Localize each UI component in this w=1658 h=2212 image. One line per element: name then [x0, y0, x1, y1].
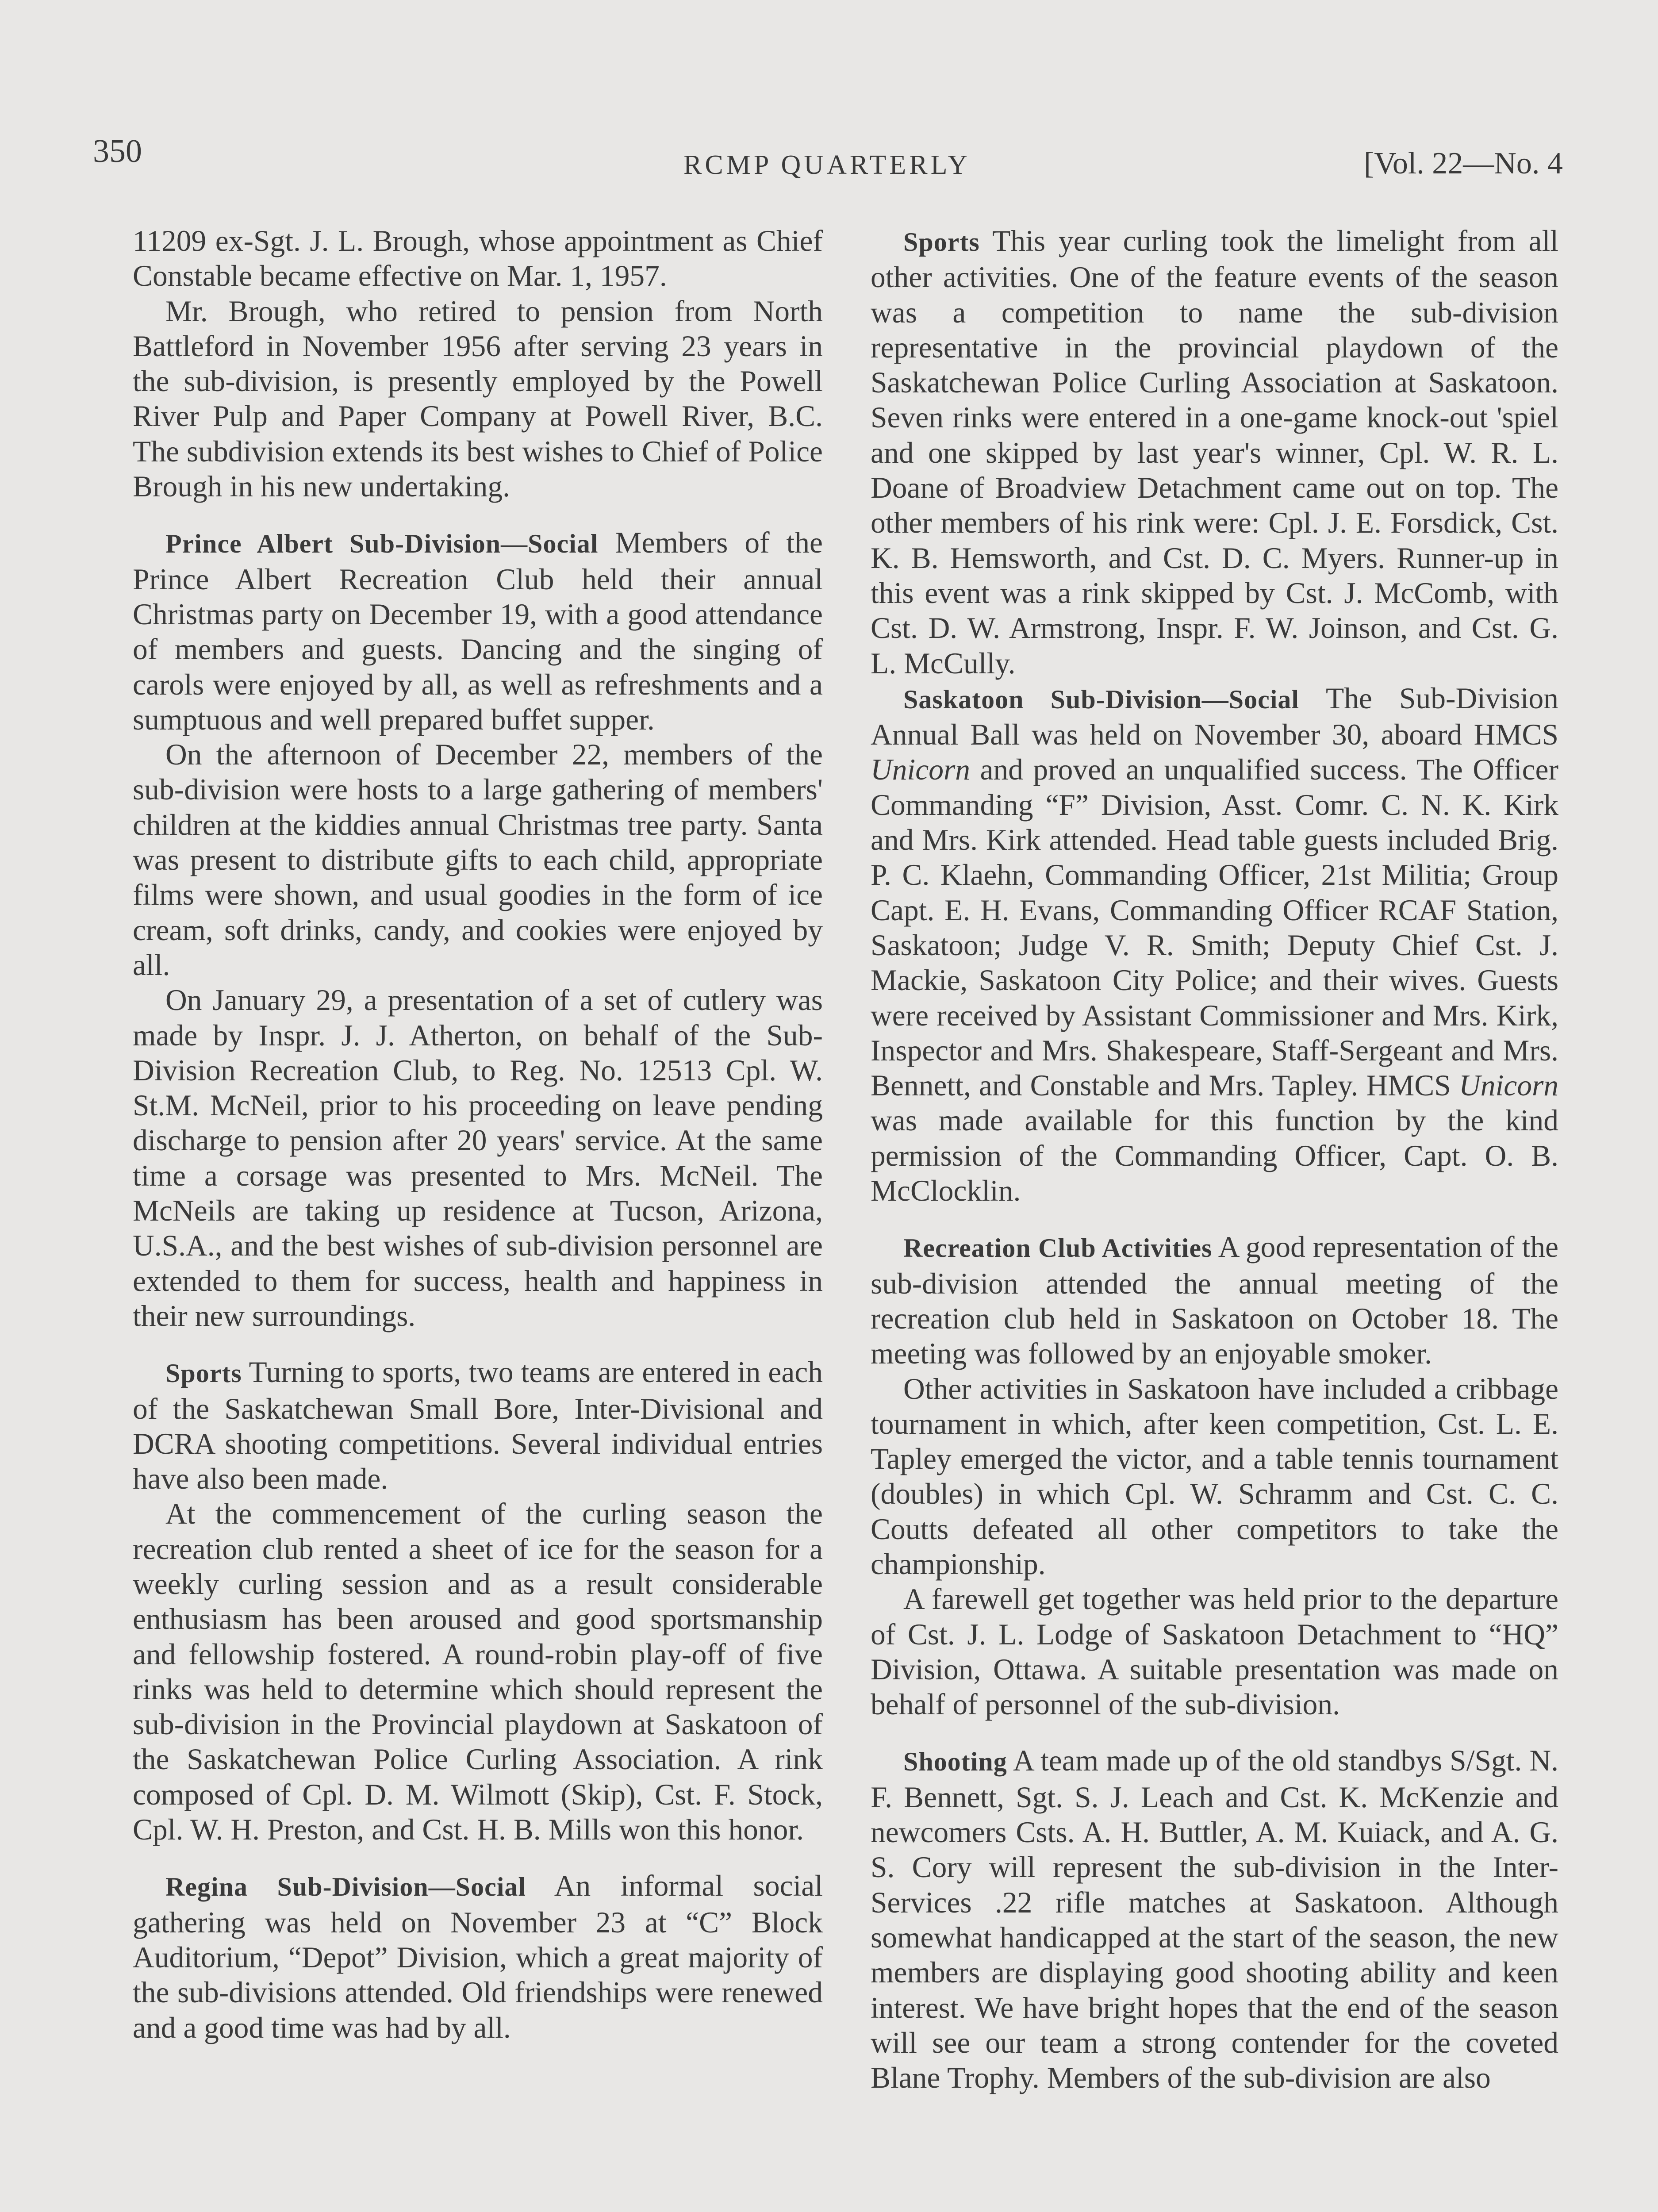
paragraph	[133, 1355, 823, 1496]
paragraph-text: An informal social gathering was held on November 23 at “C” Block Auditorium, “Depot” Division, which a great majority of the sub-divisions attended. Old friendships were renewed and a good time was had by all.	[133, 1869, 823, 2044]
paragraph-text: Turning to sports, two teams are entered in each of the Saskatchewan Small Bore, Inter-Divisional and DCRA shooting competitions. Several individual entries have also been made.	[133, 1356, 823, 1496]
paragraph: A farewell get together was held prior to the departure of Cst. J. L. Lodge of Saskatoon Detachment to “HQ” Division, Ottawa. A suitable presentation was made on behalf of personnel of the sub-division.	[871, 1582, 1558, 1721]
ship-name: Unicorn	[1459, 1069, 1558, 1102]
paragraph	[133, 525, 823, 737]
section-heading: Recreation Club Activities	[903, 1233, 1213, 1263]
paragraph: Other activities in Saskatoon have included a cribbage tournament in which, after keen competition, Cst. L. E. Tapley emerged the victor, and a table tennis tournament (doubles) in which Cpl. W. Schramm and Cst. C. C. Coutts defeated all other competitors to take the championship.	[871, 1372, 1558, 1581]
paragraph-text: was made available for this function by the kind permission of the Commanding Officer, Capt. O. B. McClocklin.	[871, 1104, 1558, 1208]
running-title: RCMP QUARTERLY	[683, 150, 971, 180]
paragraph: On the afternoon of December 22, members of the sub-division were hosts to a large gathering of members' children at the kiddies annual Christmas tree party. Santa was present to distribute gifts to each child, appropriate films were shown, and usual goodies in the form of ice cream, soft drinks, candy, and cookies were enjoyed by all.	[133, 738, 823, 982]
page-header	[0, 133, 1658, 199]
right-column	[871, 223, 1558, 2095]
paragraph-text: A good representation of the sub-division attended the annual meeting of the recreation club held in Saskatoon on October 18. The meeting was followed by an enjoyable smoker.	[871, 1230, 1558, 1371]
paragraph-text: Members of the Prince Albert Recreation Club held their annual Christmas party on December 19, with a good attendance of members and guests. Dancing and the singing of carols were enjoyed by all, as well as refreshments and a sumptuous and well prepared buffet supper.	[133, 526, 823, 736]
section-heading: Sports	[165, 1359, 242, 1388]
paragraph-text: and proved an unqualified success. The Officer Commanding “F” Division, Asst. Comr. C. N. K. Kirk and Mrs. Kirk attended. Head table guests included Brig. P. C. Klaehn, Commanding Officer, 21st Militia; Group Capt. E. H. Evans, Commanding Officer RCAF Station, Saskatoon; Judge V. R. Smith; Deputy Chief Cst. J. Mackie, Saskatoon City Police; and their wives. Guests were received by Assistant Commissioner and Mrs. Kirk, Inspector and Mrs. Shakespeare, Staff-Sergeant and Mrs. Bennett, and Constable and Mrs. Tapley. HMCS	[871, 753, 1558, 1102]
section-heading: Prince Albert Sub-Division—Social	[165, 529, 599, 559]
paragraph	[871, 681, 1558, 1208]
section-heading: Sports	[903, 227, 980, 257]
section-heading: Shooting	[903, 1747, 1007, 1777]
paragraph	[133, 1868, 823, 2045]
paragraph	[871, 1229, 1558, 1371]
paragraph: At the commencement of the curling season the recreation club rented a sheet of ice for the season for a weekly curling session and as a result considerable enthusiasm has been aroused and good sportsmanship and fellowship fostered. A round-robin play-off of five rinks was held to determine which should represent the sub-division in the Provincial playdown at Saskatoon of the Saskatchewan Police Curling Association. A rink composed of Cpl. D. M. Wilmott (Skip), Cst. F. Stock, Cpl. W. H. Preston, and Cst. H. B. Mills won this honor.	[133, 1497, 823, 1847]
section-heading: Regina Sub-Division—Social	[165, 1872, 526, 1902]
volume-issue: [Vol. 22—No. 4	[1364, 146, 1563, 180]
paragraph-text: The Sub-Division Annual Ball was held on November 30, aboard HMCS	[871, 681, 1558, 752]
paragraph-text: This year curling took the limelight from all other activities. One of the feature events of the season was a competition to name the sub-division representative in the provincial playdown of the Saskatchewan Police Curling Association at Saskatoon. Seven rinks were entered in a one-game knock-out 'spiel and one skipped by last year's winner, Cpl. W. R. L. Doane of Broadview Detachment came out on top. The other members of his rink were: Cpl. J. E. Forsdick, Cst. K. B. Hemsworth, and Cst. D. C. Myers. Runner-up in this event was a rink skipped by Cst. J. McComb, with Cst. D. W. Armstrong, Inspr. F. W. Joinson, and Cst. G. L. McCully.	[871, 224, 1558, 680]
paragraph: 11209 ex-Sgt. J. L. Brough, whose appointment as Chief Constable became effective on Mar. 1, 1957.	[133, 224, 823, 293]
paragraph	[871, 1743, 1558, 2095]
left-column	[133, 223, 823, 2045]
ship-name: Unicorn	[871, 753, 970, 787]
paragraph-text: A team made up of the old standbys S/Sgt. N. F. Bennett, Sgt. S. J. Leach and Cst. K. McKenzie and newcomers Csts. A. H. Buttler, A. M. Kuiack, and A. G. S. Cory will represent the sub-division in the Inter-Services .22 rifle matches at Saskatoon. Although somewhat handicapped at the start of the season, the new members are displaying good shooting ability and keen interest. We have bright hopes that the end of the season will see our team a strong contender for the coveted Blane Trophy. Members of the sub-division are also	[871, 1744, 1558, 2095]
paragraph: On January 29, a presentation of a set of cutlery was made by Inspr. J. J. Atherton, on behalf of the Sub-Division Recreation Club, to Reg. No. 12513 Cpl. W. St.M. McNeil, prior to his proceeding on leave pending discharge to pension after 20 years' service. At the same time a corsage was presented to Mrs. McNeil. The McNeils are taking up residence at Tucson, Arizona, U.S.A., and the best wishes of sub-division personnel are extended to them for success, health and happiness in their new surroundings.	[133, 983, 823, 1333]
section-heading: Saskatoon Sub-Division—Social	[903, 684, 1300, 714]
paragraph	[871, 223, 1558, 681]
paragraph: Mr. Brough, who retired to pension from North Battleford in November 1956 after serving 23 years in the sub-division, is presently employed by the Powell River Pulp and Paper Company at Powell River, B.C. The subdivision extends its best wishes to Chief of Police Brough in his new undertaking.	[133, 294, 823, 503]
page-number: 350	[93, 133, 142, 169]
